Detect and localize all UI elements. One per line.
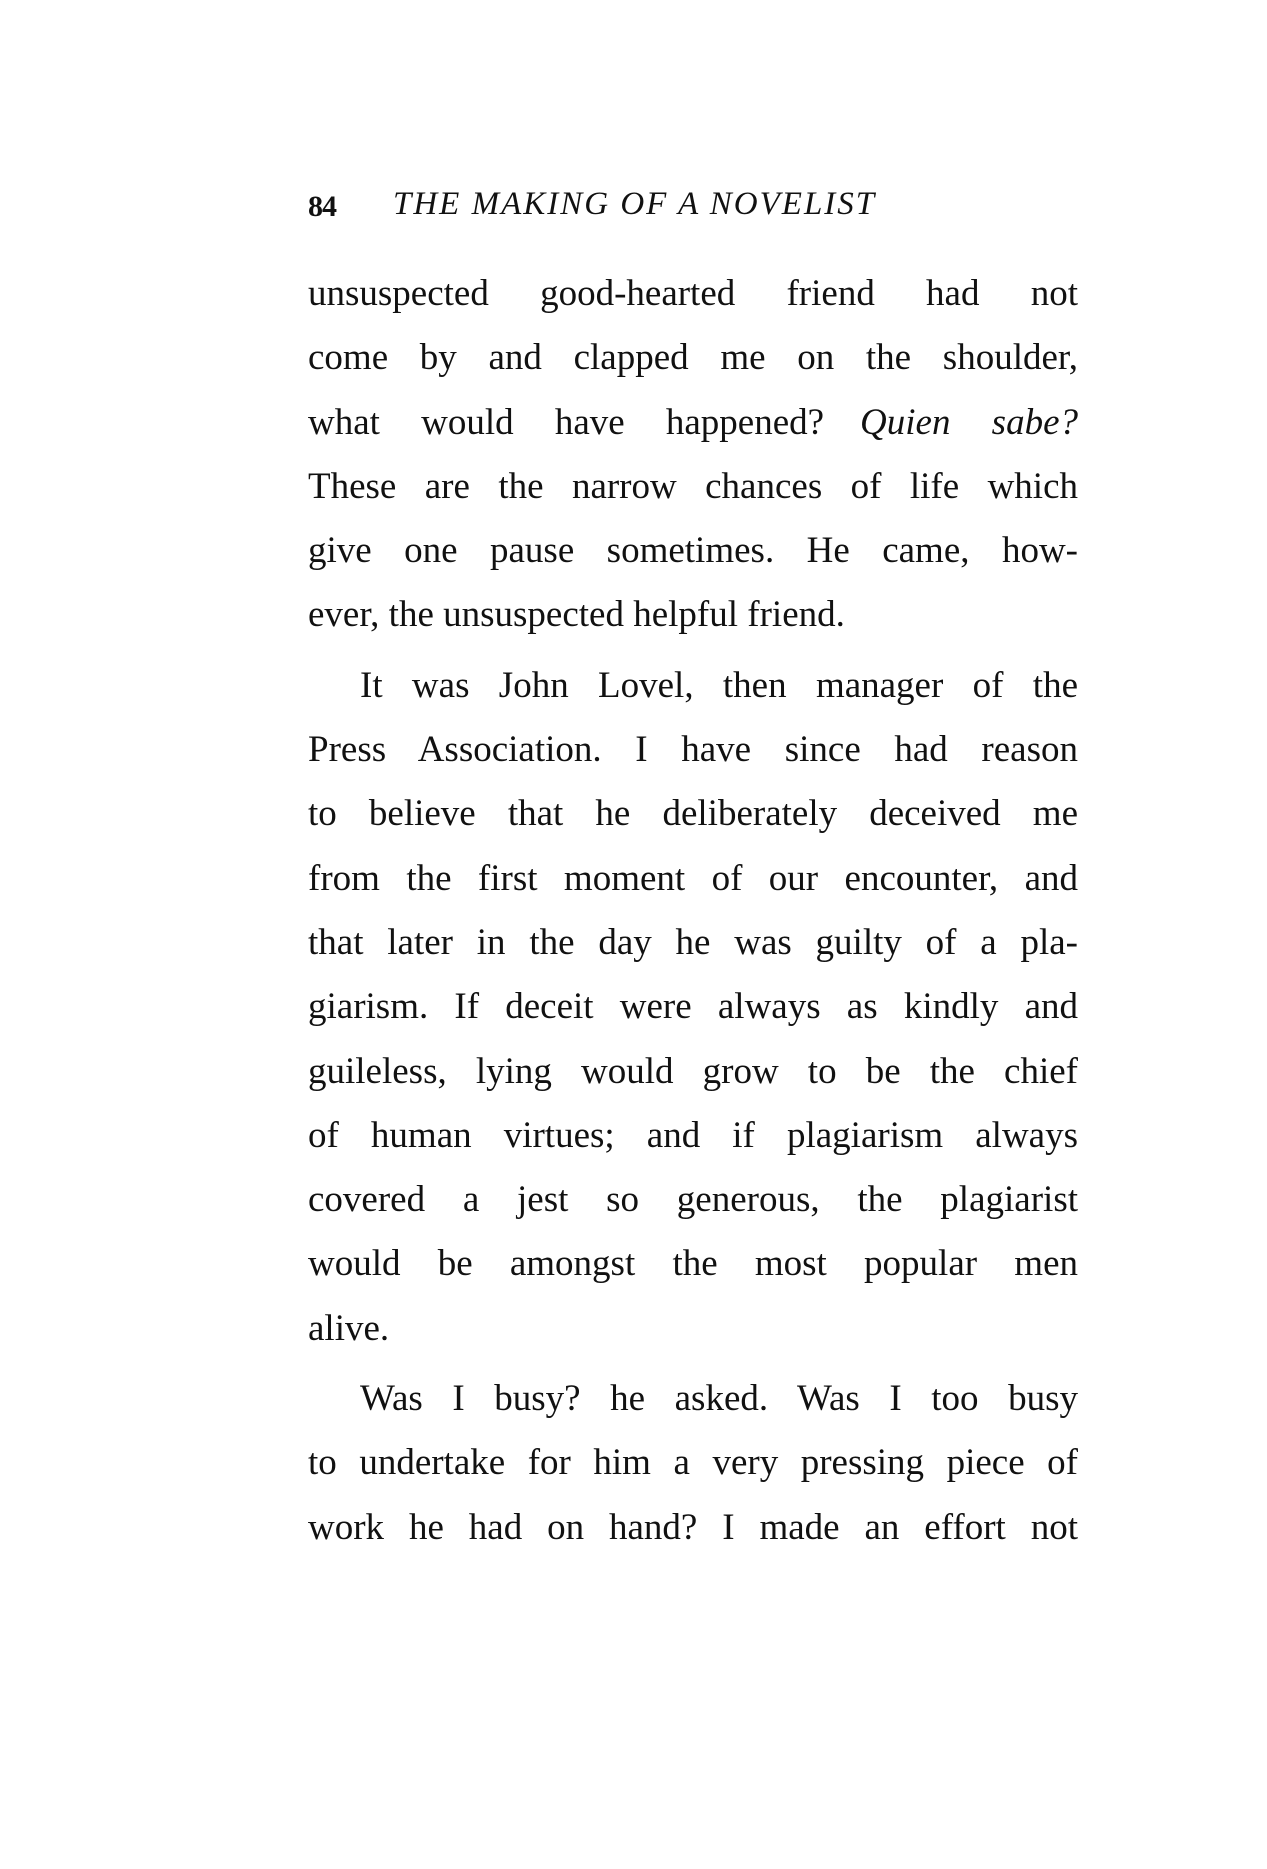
text-line: to believe that he deliberately deceived me	[308, 793, 1078, 835]
text-line: covered a jest so generous, the plagiarist	[308, 1179, 1078, 1221]
running-title: THE MAKING OF A NOVELIST	[393, 186, 877, 222]
text-line: that later in the day he was guilty of a pla-	[308, 921, 1078, 963]
text-line: come by and clapped me on the shoulder,	[308, 337, 1078, 379]
text-line: to undertake for him a very pressing piece of	[308, 1442, 1078, 1484]
text-line: Press Association. I have since had reason	[308, 729, 1078, 771]
text-line: ever, the unsuspected helpful friend.	[308, 594, 845, 636]
italic-phrase: Quien sabe?	[860, 401, 1078, 443]
text-line: of human virtues; and if plagiarism always	[308, 1114, 1078, 1156]
text-line: give one pause sometimes. He came, how-	[308, 530, 1078, 572]
text-line: These are the narrow chances of life which	[308, 465, 1078, 507]
text-line: alive.	[308, 1307, 390, 1349]
text-segment: what would have happened?	[308, 401, 825, 443]
running-head	[308, 186, 1078, 240]
text-line: It was John Lovel, then manager of the	[360, 664, 1078, 706]
text-line: from the first moment of our encounter, and	[308, 857, 1078, 899]
text-line: work he had on hand? I made an effort not	[308, 1506, 1078, 1548]
paragraph-3	[308, 1367, 1078, 1560]
text-line: unsuspected good-hearted friend had not	[308, 273, 1078, 314]
body-text	[308, 262, 1078, 1560]
text-line	[308, 391, 1078, 455]
text-line: guileless, lying would grow to be the chief	[308, 1050, 1078, 1092]
paragraph-2	[308, 654, 1078, 1361]
text-line: giarism. If deceit were always as kindly and	[308, 986, 1078, 1028]
text-line: would be amongst the most popular men	[308, 1243, 1078, 1285]
text-line: Was I busy? he asked. Was I too busy	[360, 1378, 1078, 1420]
paragraph-1	[308, 262, 1078, 648]
page-number: 84	[308, 190, 336, 223]
